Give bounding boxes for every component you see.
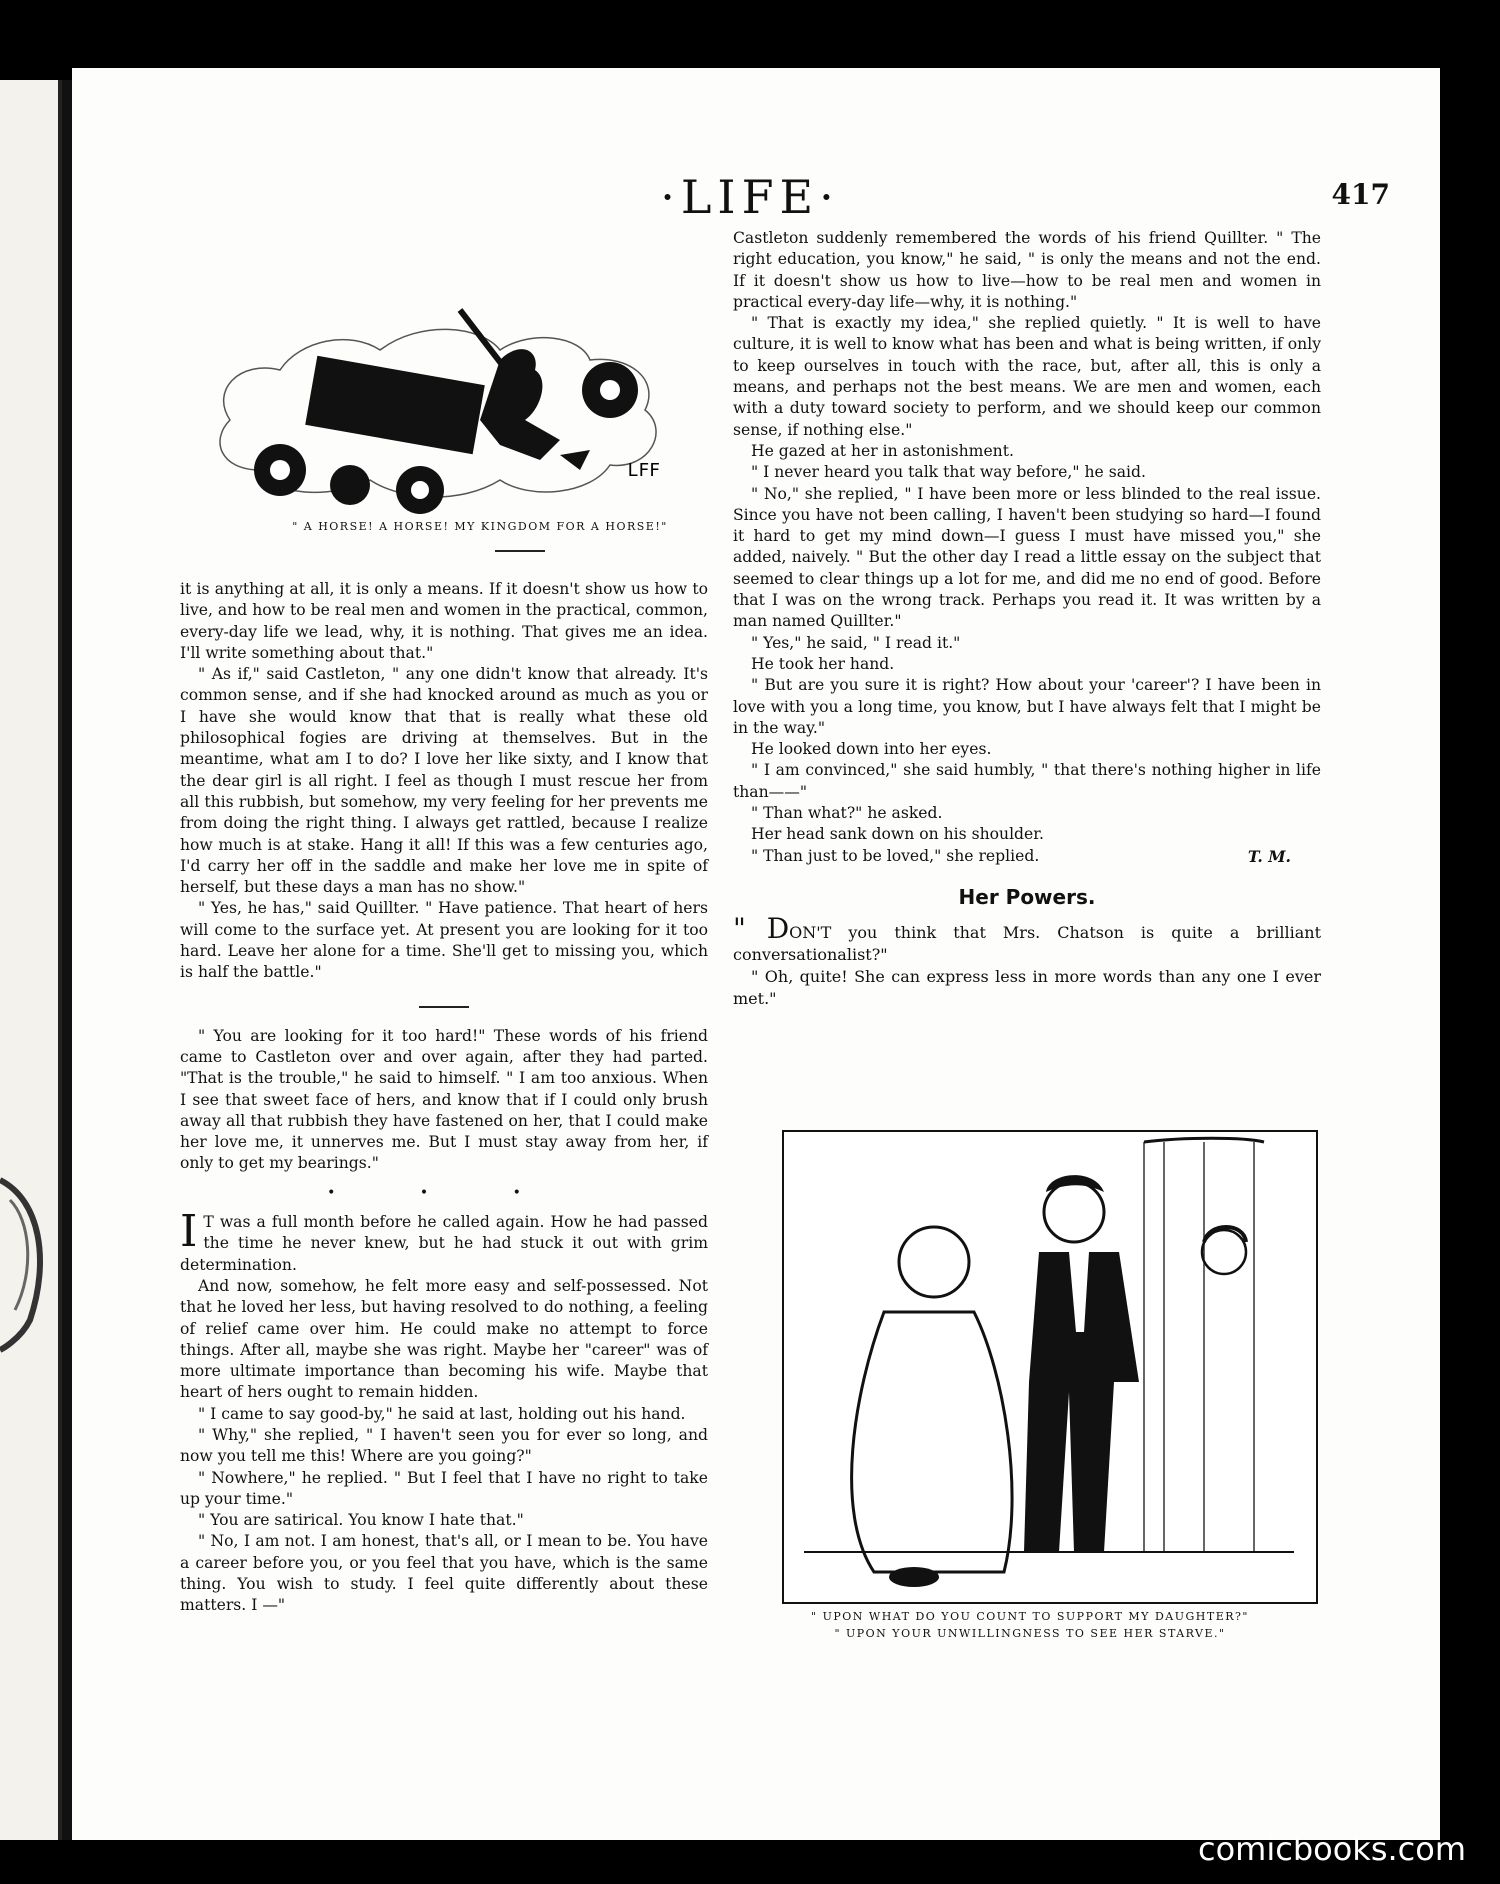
divider-rule: [419, 1006, 469, 1008]
paragraph: " Yes," he said, " I read it.": [751, 633, 961, 652]
facing-page-edge: [0, 80, 62, 1840]
drop-cap: I: [180, 1206, 198, 1258]
caption-line: " UPON YOUR UNWILLINGNESS TO SEE HER STARVE.": [834, 1627, 1226, 1640]
column-left: [180, 579, 708, 1617]
masthead-title: ·LIFE·: [660, 170, 840, 224]
cartoon-caption: " A HORSE! A HORSE! MY KINGDOM FOR A HORSE!": [292, 520, 668, 533]
facing-page-ornament: [0, 1160, 62, 1360]
paragraph: " Why," she replied, " I haven't seen you for ever so long, and now you tell me this! Where are you going?": [180, 1425, 708, 1466]
cartoon-signature: LFF: [627, 460, 660, 481]
paragraph: " I came to say good-by," he said at last, holding out his hand.: [198, 1404, 686, 1423]
paragraph: " But are you sure it is right? How about your 'career'? I have been in love with you a long time, you know, but I have always felt that I might be in the way.": [733, 676, 1321, 737]
paragraph: " No," she replied, " I have been more or less blinded to the real issue. Since you have not been calling, I haven't been studying so hard—I found it hard to get my mind down—I guess I must have missed you," she added, naively. " But the other day I read a little essay on the subject that seemed to clear things up a lot for me, and did me no end of good. Before that I was on the wrong track. Perhaps you read it. It was written by a man named Quillter.": [733, 484, 1321, 631]
author-signature: T. M.: [1247, 846, 1291, 866]
cartoon-suitor: [782, 1130, 1318, 1604]
paragraph: [180, 1206, 708, 1276]
paragraph: " Nowhere," he replied. " But I feel that I have no right to take up your time.": [180, 1468, 708, 1508]
paragraph: " As if," said Castleton, " any one didn't know that already. It's common sense, and if she had knocked around as much as you or I have she would know that that is really what these old philosophical fogies are driving at themselves. But in the meantime, what am I to do? I love her like sixty, and I know that the dear girl is all right. I feel as though I must rescue her from all this rubbish, but somehow, my very feeling for her prevents me from doing the right thing. I always get rattled, because I realize how much is at stake. Hang it all! If this was a few centuries ago, I'd carry her off in the saddle and make her love me in spite of herself, but these days a man has no show.": [180, 665, 708, 897]
paragraph: " I am convinced," she said humbly, " that there's nothing higher in life than——": [733, 761, 1321, 801]
paragraph: " I never heard you talk that way before," he said.: [751, 463, 1146, 482]
paragraph: Her head sank down on his shoulder.: [751, 825, 1044, 844]
paragraph: " Yes, he has," said Quillter. " Have patience. That heart of hers will come to the surface yet. At present you are looking for it too hard. Leave her alone for a time. She'll get to missing you, which is half the battle.": [180, 899, 708, 982]
paragraph-text: ON'T you think that Mrs. Chatson is quite a brilliant conversationalist?": [733, 923, 1321, 965]
cartoon-caption: [780, 1608, 1280, 1642]
column-right: [733, 228, 1321, 1010]
page-number: 417: [1331, 178, 1390, 211]
paragraph: it is anything at all, it is only a means. If it doesn't show us how to live, and how to be real men and women in the practical, common, every-day life we lead, why, it is nothing. That gives me an idea. I'll write something about that.": [180, 580, 708, 662]
paragraph: Castleton suddenly remembered the words of his friend Quillter. " The right education, you know," he said, " is only the means and not the end. If it doesn't show us how to live—how to be real men and women in practical every-day life—why, it is nothing.": [733, 229, 1321, 311]
cartoon-car-crash: [200, 300, 700, 520]
paragraph: " No, I am not. I am honest, that's all, or I mean to be. You have a career before you, or you feel that you have, which is the same thing. You wish to study. I feel quite differently about these matters. I —": [180, 1532, 708, 1615]
paragraph-text: T was a full month before he called again. How he had passed the time he never knew, but he had stuck it out with grim determination.: [180, 1213, 708, 1274]
paragraph: [733, 912, 1321, 966]
paragraph: " That is exactly my idea," she replied quietly. " It is well to have culture, it is well to know what has been and what is being written, if only to keep ourselves in touch with the race, but, after all, this is only a means, and perhaps not the best means. We are men and women, each with a duty toward society to perform, and we should keep our common sense, if nothing else.": [733, 314, 1321, 439]
section-dots: • • •: [327, 1184, 561, 1201]
divider-rule: [495, 550, 545, 552]
drop-cap: " D: [733, 912, 790, 946]
paragraph: He gazed at her in astonishment.: [751, 441, 1014, 460]
watermark: comicbooks.com: [1197, 1830, 1466, 1868]
paragraph: He took her hand.: [751, 654, 895, 673]
paragraph: [733, 846, 1321, 867]
paragraph-text: " Than just to be loved," she replied.: [751, 846, 1040, 865]
caption-line: " UPON WHAT DO YOU COUNT TO SUPPORT MY DAUGHTER?": [811, 1610, 1249, 1623]
paragraph: " Than what?" he asked.: [751, 804, 943, 823]
section-title: Her Powers.: [958, 884, 1096, 909]
paragraph: " You are looking for it too hard!" These words of his friend came to Castleton over and over again, after they had parted. "That is the trouble," he said to himself. " I am too anxious. When I see that sweet face of hers, and know that if I could only brush away all that rubbish they have fastened on her, that I could make her love me, it unnerves me. But I must stay away from her, if only to get my bearings.": [180, 1026, 708, 1173]
book-spine: [62, 80, 72, 1840]
paragraph: And now, somehow, he felt more easy and self-possessed. Not that he loved her less, but having resolved to do nothing, a feeling of relief came over him. He could make no attempt to force things. After all, maybe she was right. Maybe her "career" was of more ultimate importance than becoming his wife. Maybe that heart of hers ought to remain hidden.: [180, 1276, 708, 1402]
paragraph: " Oh, quite! She can express less in more words than any one I ever met.": [733, 967, 1321, 1009]
paragraph: He looked down into her eyes.: [751, 740, 992, 759]
paragraph: " You are satirical. You know I hate that.": [198, 1511, 524, 1530]
